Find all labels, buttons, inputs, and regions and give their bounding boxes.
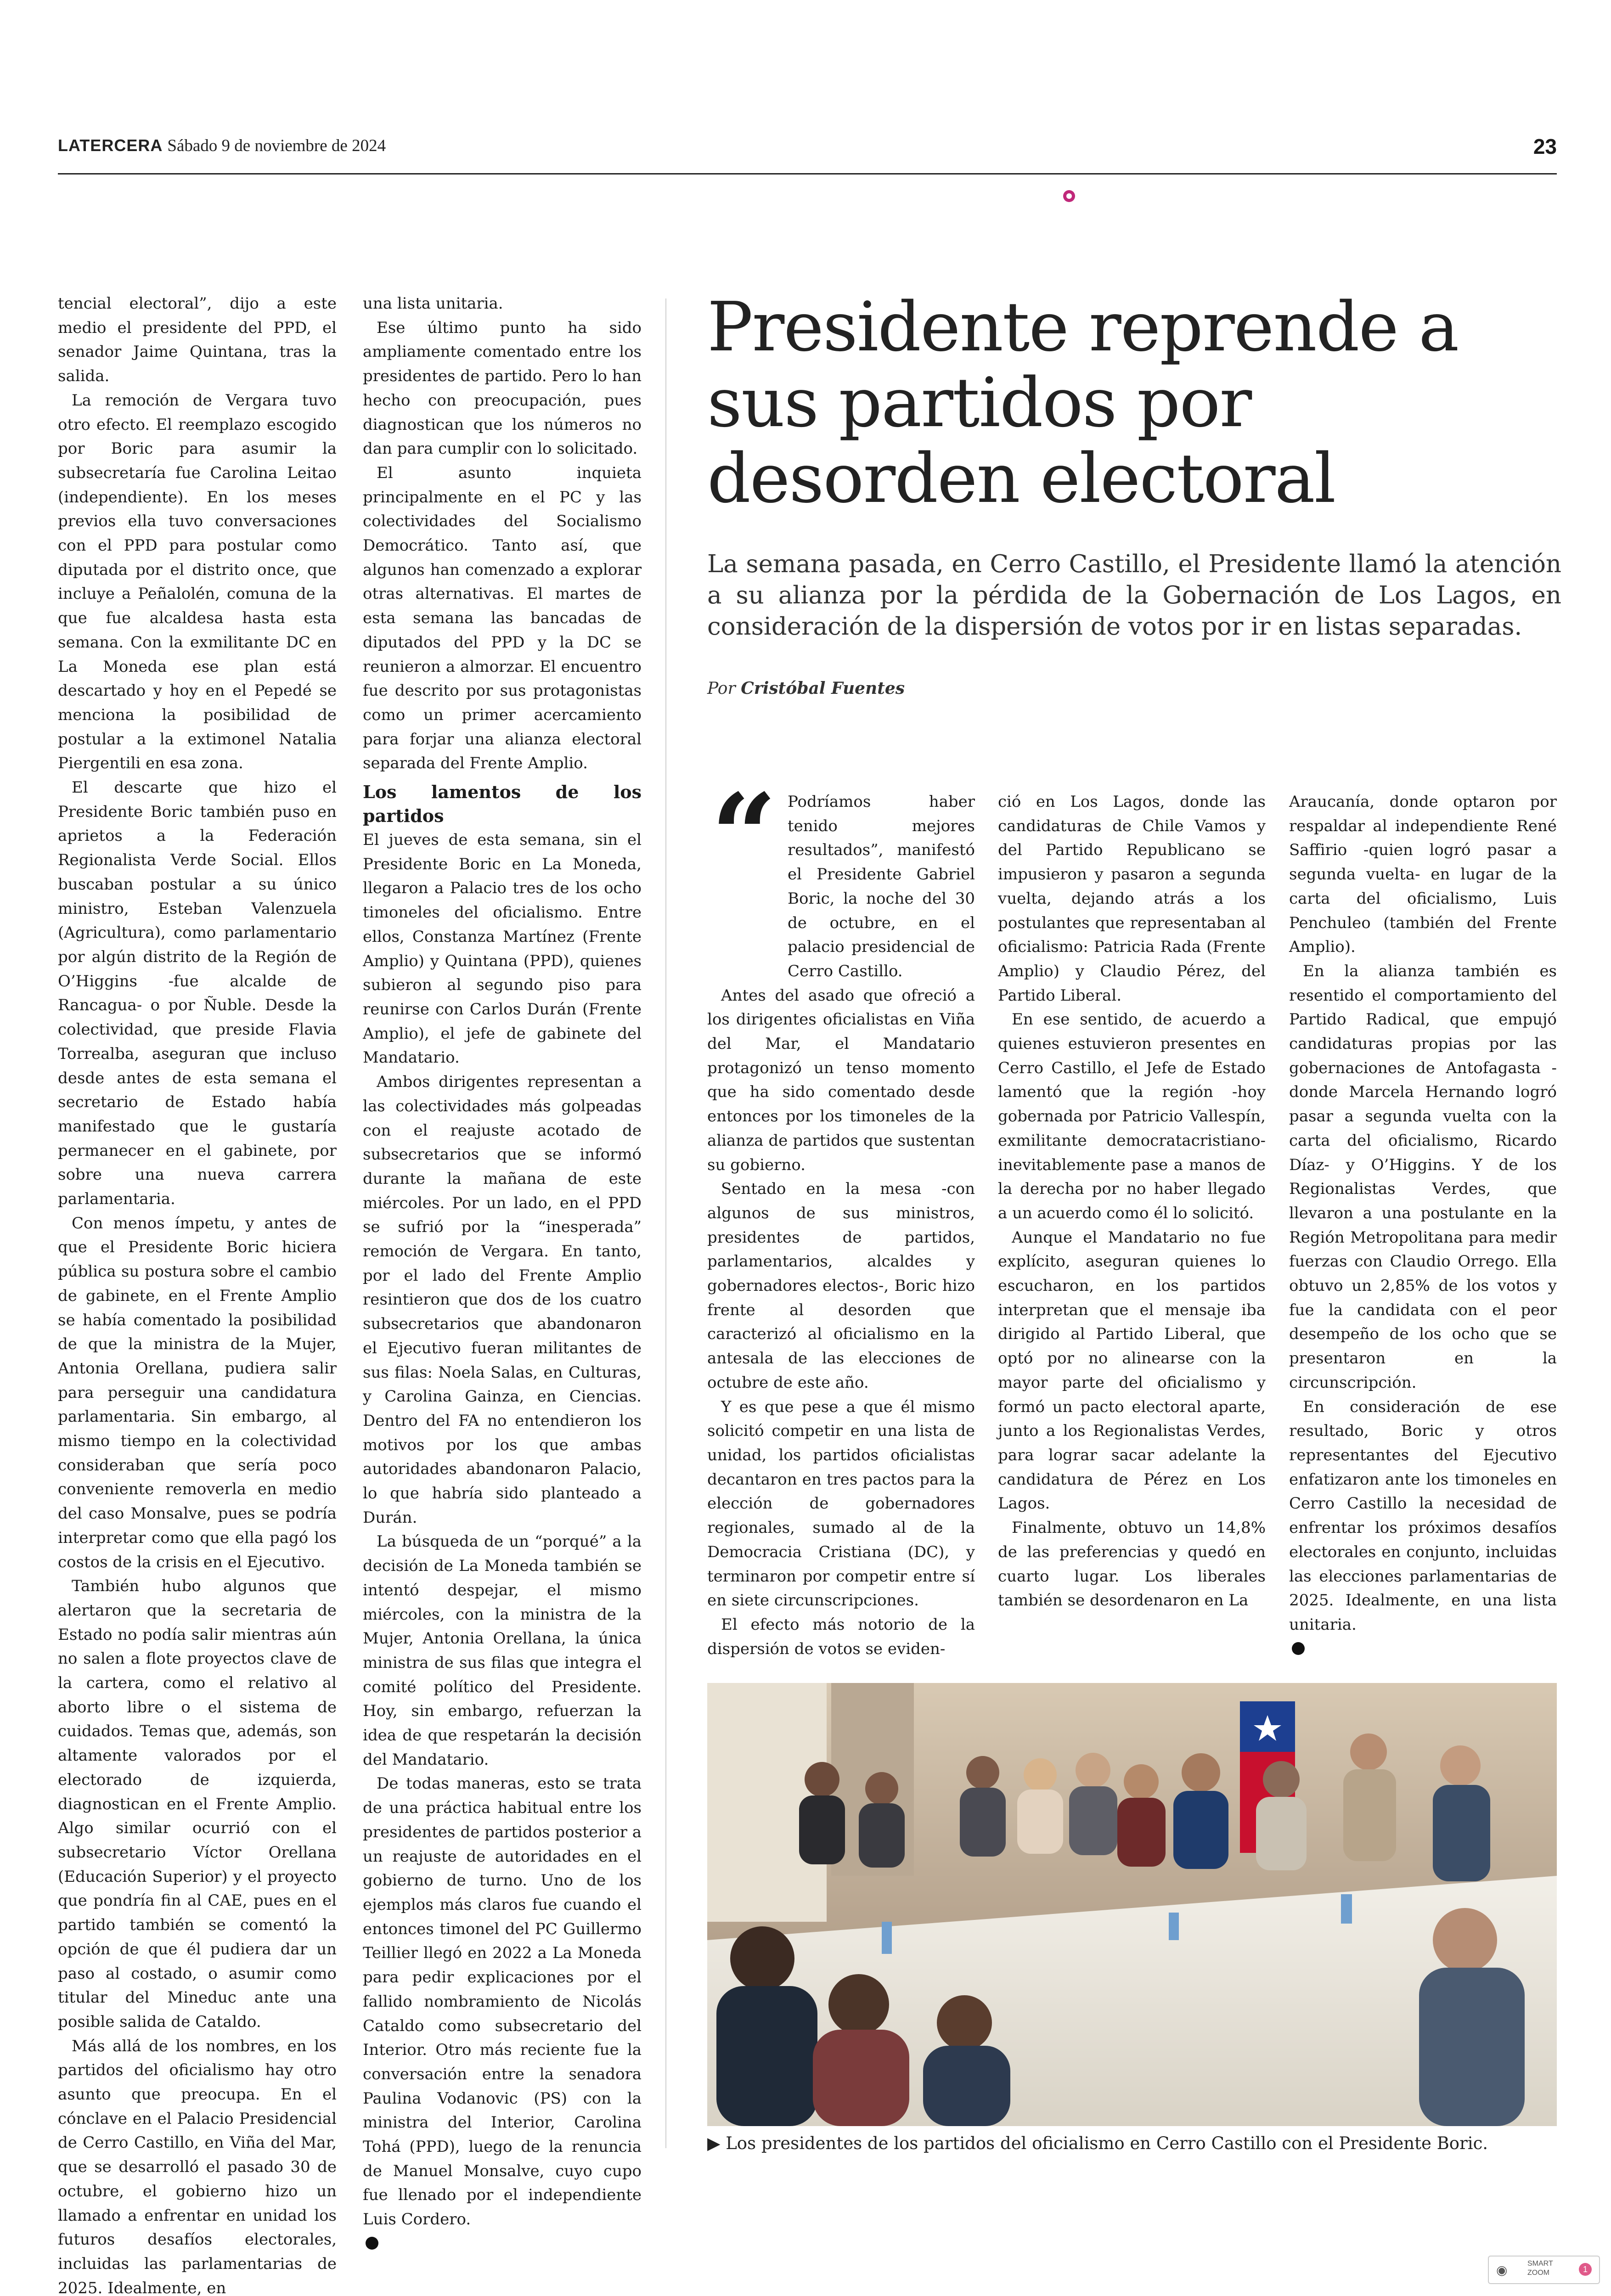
masthead [58, 136, 386, 156]
paragraph: La búsqueda de un “porqué” a la decisión de La Moneda también se intentó despejar, el mismo miércoles, con la ministra de la Mujer, Antonia Orellana, la única ministra de sus filas que integra el comité político del Presidente. Hoy, sin embargo, refuerzan la idea de que respetarán la decisión del Mandatario. [363, 1532, 642, 1769]
page-number: 23 [1533, 135, 1557, 158]
photo-caption [707, 2133, 1561, 2153]
paragraph: Con menos ímpetu, y antes de que el Presidente Boric hiciera pública su postura sobre el cambio de gabinete, en el Frente Amplio se había comentado la posibilidad de que la ministra de la Mujer, Antonia Orellana, pudiera salir para perseguir una candidatura parlamentaria. Sin embargo, al mismo tiempo en la colectividad consideraban que sería poco conveniente removerla en medio del caso Monsalve, pues se podría interpretar como que ella pagó los costos de la crisis en el Ejecutivo. [58, 1214, 337, 1571]
article-column-5 [1289, 790, 1557, 1661]
byline [707, 679, 905, 698]
issue-date: Sábado 9 de noviembre de 2024 [167, 136, 386, 155]
paragraph: La remoción de Vergara tuvo otro efecto. El reemplazo escogido por Boric para asumir la subsecretaría fue Carolina Leitao (independiente). En los meses previos ella tuvo conversaciones con el PPD para postular como diputada por el distrito once, que incluye a Peñalolén, comuna de la que fue alcaldesa hasta esta semana. Con la exmilitante DC en La Moneda ese plan está descartado y hoy en el Pepedé se menciona la posibilidad de postular a la extimonel Natalia Piergentili en esa zona. [58, 391, 337, 773]
section-subhead: Los lamentos de los partidos [363, 782, 642, 827]
byline-prefix: Por [707, 679, 736, 698]
paragraph: Araucanía, donde optaron por respaldar al independiente René Saffirio -quien logró pasar a segunda vuelta- en lugar de la carta del oficialismo, Luis Penchuleo (también del Frente Amplio). [1289, 793, 1557, 957]
quote-mark-icon: “ [711, 768, 768, 903]
paragraph: Podríamos haber tenido mejores resultados”, manifestó el Presidente Gabriel Boric, la noche del 30 de octubre, en el palacio presidencial de Cerro Castillo. [788, 793, 975, 980]
notification-badge: 1 [1579, 2263, 1592, 2276]
header-rule [58, 173, 1557, 174]
paragraph: También hubo algunos que alertaron que la secretaria de Estado no podía salir mientras aún no salen a flote proyectos clave de la cartera, como el relativo al aborto libre o el sistema de cuidados. Temas que, además, son altamente valorados por el electorado de izquierda, diagnostican en el Frente Amplio. Algo similar ocurrió con el subsecretario Víctor Orellana (Educación Superior) y el proyecto que pondría fin al CAE, pues en el partido también se comentó la opción de que él pudiera dar un paso al costado, o asumir como titular del Mineduc ante una posible salida de Cataldo. [58, 1577, 337, 2031]
smart-zoom-label: SMART ZOOM [1527, 2260, 1553, 2277]
meeting-photo-illustration [707, 1683, 1557, 2126]
paragraph: En ese sentido, de acuerdo a quienes estuvieron presentes en Cerro Castillo, el Jefe de Estado lamentó que la región -hoy gobernada por Patricio Vallespín, exmilitante democratacristiano- inevitablemente pase a manos de la derecha por no haber llegado a un acuerdo como él lo solicitó. [998, 1010, 1266, 1222]
paragraph: tencial electoral”, dijo a este medio el presidente del PPD, el senador Jaime Quintana, tras la salida. [58, 294, 337, 386]
caption-text: Los presidentes de los partidos del oficialismo en Cerro Castillo con el Presidente Boric. [726, 2133, 1488, 2153]
paragraph: De todas maneras, esto se trata de una práctica habitual entre los presidentes de partidos posterior a un reajuste de autoridades en el gobierno de turno. Uno de los ejemplos más claros fue cuando el entonces timonel del PC Guillermo Teillier llegó en 2022 a La Moneda para pedir explicaciones por el fallido nombramiento de Nicolás Cataldo como subsecretario del Interior. Otro más reciente fue la conversación entre la senadora Paulina Vodanovic (PS) con la ministra del Interior, Carolina Tohá (PPD), luego de la renuncia de Manuel Monsalve, cuyo cupo fue llenado por el independiente Luis Cordero. [363, 1774, 642, 2229]
article-deck: La semana pasada, en Cerro Castillo, el Presidente llamó la atención a su alianza por la pérdida de la Gobernación de Los Lagos, en consideración de la dispersión de votos por ir en listas separadas. [707, 550, 1561, 641]
article-photo [707, 1683, 1557, 2126]
article-headline: Presidente reprende a sus partidos por desorden electoral [707, 287, 1459, 518]
paragraph: Más allá de los nombres, en los partidos del oficialismo hay otro asunto que preocupa. En el cónclave en el Palacio Presidencial de Cerro Castillo, en Viña del Mar, que se desarrolló el pasado 30 de octubre, el gobierno hizo un llamado a enfrentar en unidad los futuros desafíos electorales, incluidas las parlamentarias de 2025. Idealmente, en [58, 2037, 337, 2296]
byline-author: Cristóbal Fuentes [741, 679, 905, 698]
paragraph: Ese último punto ha sido ampliamente comentado entre los presidentes de partido. Pero lo han hecho con preocupación, pues diagnostican que los números no dan para cumplir con lo solicitado. [363, 318, 642, 458]
paragraph: El asunto inquieta principalmente en el PC y las colectividades del Socialismo Democrático. Tanto así, que algunos han comenzado a explorar otras alternativas. El martes de esta semana las bancadas de diputados del PPD y la DC se reunieron a almorzar. El encuentro fue descrito por sus protagonistas como un primer acercamiento para forjar una alianza electoral separada del Frente Amplio. [363, 463, 642, 773]
article-column-4 [998, 790, 1266, 1613]
paragraph: ció en Los Lagos, donde las candidaturas de Chile Vamos y del Partido Republicano se impusieron y pasaron a segunda vuelta, dejando atrás a los postulantes que representaban al oficialismo: Patricia Rada (Frente Amplio) y Claudio Pérez, del Partido Liberal. [998, 793, 1266, 1005]
paragraph: El jueves de esta semana, sin el Presidente Boric en La Moneda, llegaron a Palacio tres de los ocho timoneles del oficialismo. Entre ellos, Constanza Martínez (Frente Amplio) y Quintana (PPD), quienes subieron al segundo piso para reunirse con Carlos Durán (Frente Amplio), el jefe de gabinete del Mandatario. [363, 831, 642, 1067]
paragraph: En la alianza también es resentido el comportamiento del Partido Radical, que empujó candidaturas propias por las gobernaciones de Antofagasta -donde Marcela Hernando logró pasar a segunda vuelta con la carta del oficialismo, Ricardo Díaz- y O’Higgins. Y de los Regionalistas Verdes, que llevaron a una postulante en la Región Metropolitana para medir fuerzas con Claudio Orrego. Ella obtuvo un 2,85% de los votos y fue la candidata con el peor desempeño de los ocho que se presentaron en la circunscripción. [1289, 962, 1557, 1392]
brand-logo: LATERCERA [58, 136, 163, 155]
article-column-3 [707, 768, 975, 1661]
paragraph: una lista unitaria. [363, 294, 503, 313]
article-column-1 [58, 292, 337, 2296]
paragraph: Aunque el Mandatario no fue explícito, aseguran quienes lo escucharon, en los partidos interpretan que el mensaje iba dirigido al Partido Liberal, que optó por no alinearse con la mayor parte del oficialismo y formó un pacto electoral aparte, junto a los Regionalistas Verdes, para lograr sacar adelante la candidatura de Pérez en Los Lagos. [998, 1228, 1266, 1513]
bookmark-marker-icon[interactable] [1063, 190, 1075, 202]
paragraph: Finalmente, obtuvo un 14,8% de las preferencias y quedó en cuarto lugar. Los liberales también se desordenaron en La [998, 1519, 1266, 1610]
eye-icon: ◉ [1496, 2262, 1508, 2278]
end-of-article-bullet-icon [1292, 1642, 1305, 1655]
paragraph: El efecto más notorio de la dispersión de votos se eviden- [707, 1615, 975, 1658]
article-column-2 [363, 292, 642, 2256]
smart-zoom-button[interactable] [1488, 2256, 1600, 2284]
paragraph: El descarte que hizo el Presidente Boric también puso en aprietos a la Federación Regionalista Verde Social. Ellos buscaban postular a su único ministro, Esteban Valenzuela (Agricultura), como parlamentario por algún distrito de la Región de O’Higgins -fue alcalde de Rancagua- o por Ñuble. Desde la colectividad, que preside Flavia Torrealba, aseguran que incluso desde antes de esta semana el secretario de Estado había manifestado que le gustaría permanecer en el gabinete, por sobre una nueva carrera parlamentaria. [58, 778, 337, 1209]
paragraph: En consideración de ese resultado, Boric y otros representantes del Ejecutivo enfatizaron ante los timoneles en Cerro Castillo la necesidad de enfrentar los próximos desafíos electorales en conjunto, incluidas las elecciones parlamentarias de 2025. Idealmente, en una lista unitaria. [1289, 1397, 1557, 1634]
column-divider [665, 298, 666, 2148]
end-of-article-bullet-icon [366, 2237, 378, 2250]
caption-arrow-icon: ▶ [707, 2133, 721, 2153]
paragraph: Antes del asado que ofreció a los dirigentes oficialistas en Viña del Mar, el Mandatario protagonizó un tenso momento que ha sido comentado desde entonces por los timoneles de la alianza de partidos que sustentan su gobierno. [707, 986, 975, 1174]
paragraph: Ambos dirigentes representan a las colectividades más golpeadas con el reajuste acotado de subsecretarios que se informó durante la mañana de este miércoles. Por un lado, en el PPD se sufrió por la “inesperada” remoción de Vergara. En tanto, por el lado del Frente Amplio resintieron que dos de los cuatro subsecretarios que abandonaron el Ejecutivo fueran militantes de sus filas: Noela Salas, en Culturas, y Carolina Gainza, en Ciencias. Dentro del FA no entendieron los motivos por los que ambas autoridades abandonaron Palacio, lo que habría sido planteado a Durán. [363, 1073, 642, 1527]
paragraph: Sentado en la mesa -con algunos de sus ministros, presidentes de partidos, parlamentarios, alcaldes y gobernadores electos-, Boric hizo frente al desorden que caracterizó al oficialismo en la antesala de las elecciones de octubre de este año. [707, 1180, 975, 1392]
paragraph: Y es que pese a que él mismo solicitó competir en una lista de unidad, los partidos oficialistas decantaron en tres pactos para la elección de gobernadores regionales, sumado al de la Democracia Cristiana (DC), y terminaron por competir entre sí en siete circunscripciones. [707, 1397, 975, 1610]
